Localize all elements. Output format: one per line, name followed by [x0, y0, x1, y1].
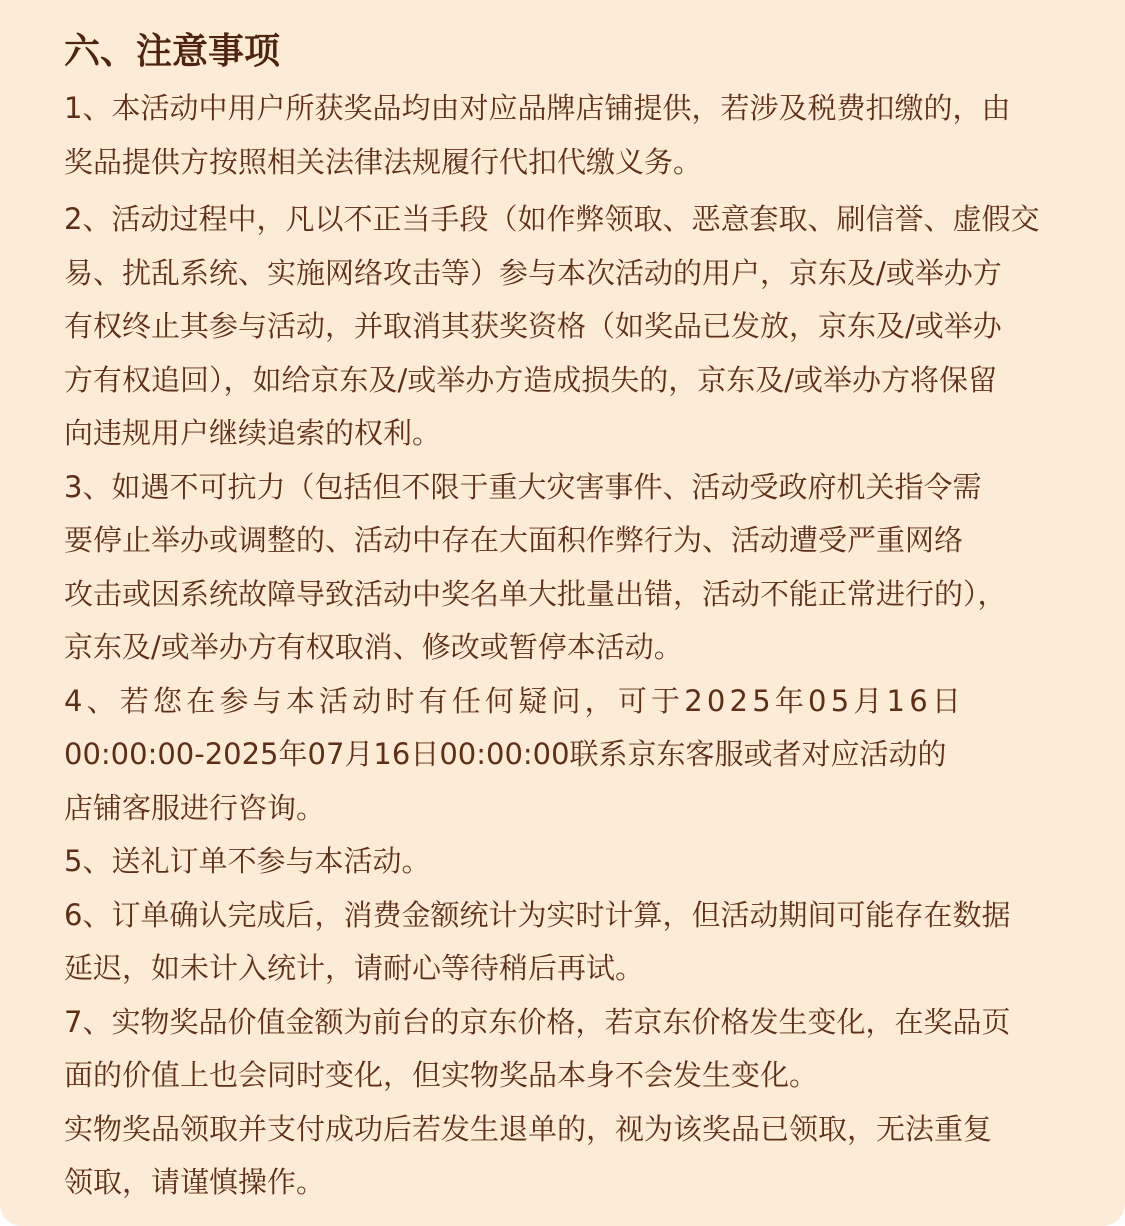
notice-item-2: [64, 193, 1075, 461]
notice-line: 方有权追回），如给京东及/或举办方造成损失的，京东及/或举办方将保留: [64, 362, 998, 397]
notice-line: 有权终止其参与活动，并取消其获奖资格（如奖品已发放，京东及/或举办: [64, 309, 1002, 343]
notice-line: 店铺客服进行咨询。: [64, 790, 326, 825]
notice-item-3: [64, 461, 1075, 675]
notice-item-4: [64, 675, 1075, 836]
notice-line: 00:00:00-2025年07月16日00:00:00联系京东客服或者对应活动的: [64, 737, 947, 771]
notice-line: 奖品提供方按照相关法律法规履行代扣代缴义务。: [64, 144, 703, 179]
notice-line: 4、若您在参与本活动时有任何疑问，可于2025年05月16日: [64, 683, 966, 718]
notice-line: 延迟，如未计入统计，请耐心等待稍后再试。: [64, 951, 645, 985]
notice-line: 领取，请谨慎操作。: [64, 1165, 326, 1199]
notice-line: 5、送礼订单不参与本活动。: [64, 844, 431, 878]
notice-item-5: [64, 835, 1075, 889]
section-title: 六、注意事项: [64, 31, 281, 72]
notice-line: 3、如遇不可抗力（包括但不限于重大灾害事件、活动受政府机关指令需: [64, 469, 982, 504]
notice-item-6: [64, 889, 1075, 996]
notice-line: 面的价值上也会同时变化，但实物奖品本身不会发生变化。: [64, 1058, 819, 1092]
notice-line: 要停止举办或调整的、活动中存在大面积作弊行为、活动遭受严重网络: [64, 523, 964, 557]
notice-line: 7、实物奖品价值金额为前台的京东价格，若京东价格发生变化，在奖品页: [64, 1004, 1011, 1039]
notice-item-7: [64, 996, 1075, 1103]
notice-item-1: [64, 82, 1075, 189]
notice-line: 1、本活动中用户所获奖品均由对应品牌店铺提供，若涉及税费扣缴的，由: [64, 91, 1011, 125]
notice-line: 京东及/或举办方有权取消、修改或暂停本活动。: [64, 630, 683, 664]
notice-line: 易、扰乱系统、实施网络攻击等）参与本次活动的用户，京东及/或举办方: [64, 255, 1002, 290]
notice-item-7-note: [64, 1103, 1075, 1210]
notice-line: 攻击或因系统故障导致活动中奖名单大批量出错，活动不能正常进行的），: [64, 576, 1007, 611]
notice-line: 2、活动过程中，凡以不正当手段（如作弊领取、恶意套取、刷信誉、虚假交: [64, 202, 1040, 236]
notice-line: 向违规用户继续追索的权利。: [64, 416, 442, 450]
notice-line: 6、订单确认完成后，消费金额统计为实时计算，但活动期间可能存在数据: [64, 897, 1011, 932]
notice-line: 实物奖品领取并支付成功后若发生退单的，视为该奖品已领取，无法重复: [64, 1111, 993, 1146]
